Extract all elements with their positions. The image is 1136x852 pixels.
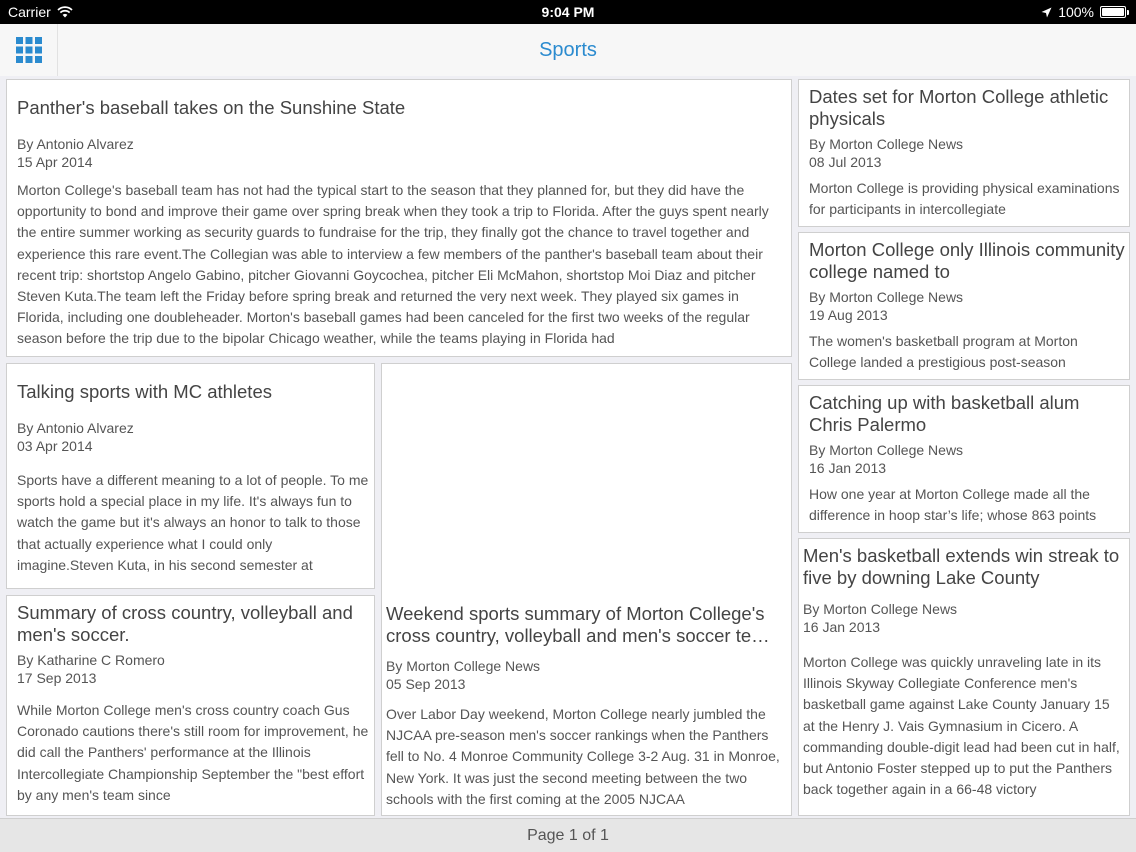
article-excerpt: Sports have a different meaning to a lot of people. To me sports hold a special place in my life. It's always fun to watch the game but it's always an honor to talk to those that actually experience what I could only imagine.Steven Kuta, in his second semester at	[17, 472, 369, 573]
article-excerpt: Morton College was quickly unraveling late in its Illinois Skyway Collegiate Conference men's basketball game against Lake County January 15 at the Henry J. Vais Gymnasium in Cicero. A commanding double-digit lead had been cut in half, but Antonio Foster stepped up to put the Panthers back together again in a 66-48 victory	[803, 654, 1120, 798]
article-card[interactable]	[798, 79, 1130, 227]
article-author: By Morton College News	[809, 442, 964, 458]
article-title: Talking sports with MC athletes	[17, 381, 272, 402]
article-card[interactable]	[798, 538, 1130, 816]
article-date: 15 Apr 2014	[17, 154, 93, 170]
article-title: Catching up with basketball alum Chris Palermo	[809, 392, 1080, 435]
article-date: 19 Aug 2013	[809, 307, 888, 323]
pagination-bar	[0, 818, 1136, 852]
article-title: Dates set for Morton College athletic physicals	[809, 86, 1109, 129]
article-date: 16 Jan 2013	[809, 460, 887, 476]
article-author: By Morton College News	[809, 289, 964, 305]
battery-percent: 100%	[1058, 4, 1094, 20]
article-author: By Morton College News	[386, 658, 541, 674]
article-author: By Antonio Alvarez	[17, 420, 134, 436]
status-bar	[0, 0, 1136, 24]
article-card[interactable]	[381, 363, 792, 816]
article-card[interactable]	[6, 595, 375, 816]
carrier-label: Carrier	[8, 4, 51, 20]
article-date: 05 Sep 2013	[386, 676, 466, 692]
article-excerpt: The women's basketball program at Morton College landed a prestigious post-season	[809, 333, 1078, 371]
article-title	[386, 603, 786, 647]
article-card[interactable]	[6, 363, 375, 589]
article-date: 08 Jul 2013	[809, 154, 882, 170]
page-indicator: Page 1 of 1	[527, 827, 609, 844]
article-author: By Antonio Alvarez	[17, 136, 134, 152]
article-excerpt: While Morton College men's cross country coach Gus Coronado cautions there's still room for improvement, he did call the Panthers' performance at the Illinois Intercollegiate Championship September the "best effort by any men's team since	[17, 702, 369, 803]
status-right	[1041, 4, 1126, 20]
article-author: By Katharine C Romero	[17, 652, 165, 668]
article-date: 16 Jan 2013	[803, 619, 881, 635]
battery-icon	[1100, 6, 1126, 18]
article-card[interactable]	[798, 385, 1130, 533]
location-arrow-icon	[1041, 7, 1052, 18]
nav-bar	[0, 24, 1136, 76]
article-author: By Morton College News	[803, 601, 958, 617]
clock: 9:04 PM	[541, 4, 595, 20]
article-title: Summary of cross country, volleyball and men's soccer.	[17, 602, 353, 645]
article-excerpt: Morton College is providing physical examinations for participants in intercollegiate	[809, 180, 1120, 218]
article-date: 17 Sep 2013	[17, 670, 97, 686]
article-date: 03 Apr 2014	[17, 438, 93, 454]
article-author: By Morton College News	[809, 136, 964, 152]
article-title-line: Weekend sports summary of Morton College's	[386, 603, 765, 624]
article-card[interactable]	[6, 79, 792, 357]
page-title: Sports	[539, 39, 597, 61]
article-excerpt: Morton College's baseball team has not had the typical start to the season that they planned for, but they did have the opportunity to bond and improve their game over spring break when they took a trip to Florida. After the guys spent nearly the entire summer working as security guards to fundraise for the trip, they finally got the chance to travel together and experience this rare event.The Collegian was able to interview a few members of the panther's baseball team about their recent trip: shortstop Angelo Gabino, pitcher Giovanni Goycochea, pitcher Eli McMahon, shortstop Moi Diaz and pitcher Steven Kuta.The team left the Friday before spring break and returned the very next week. They played six games in Florida, including one doubleheader. Morton's baseball games had been canceled for the first two weeks of the regular season before the trip due to the bipolar Chicago weather, while the teams playing in Florida had	[17, 182, 769, 347]
article-excerpt: How one year at Morton College made all the difference in hoop star’s life; whose 863 points	[809, 486, 1097, 524]
article-title: Men's basketball extends win streak to five by downing Lake County	[803, 545, 1120, 588]
article-title: Morton College only Illinois community college named to	[809, 239, 1125, 282]
article-title-line: cross country, volleyball and men's soccer te…	[386, 625, 770, 646]
article-card[interactable]	[798, 232, 1130, 380]
article-excerpt: Over Labor Day weekend, Morton College nearly jumbled the NJCAA pre-season men's soccer rankings when the Panthers fell to No. 4 Monroe Community College 3-2 Aug. 31 in Monroe, New York. It was just the second meeting between the two schools with the first coming at the 2005 NJCAA	[386, 706, 780, 807]
article-title: Panther's baseball takes on the Sunshine State	[17, 97, 406, 118]
